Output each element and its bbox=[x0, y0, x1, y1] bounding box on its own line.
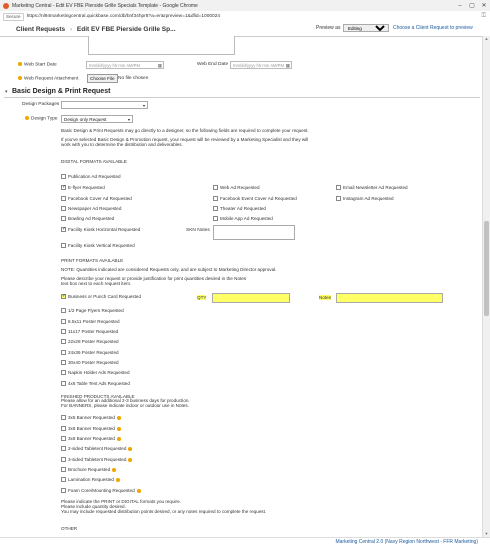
design-packages-select[interactable] bbox=[61, 101, 148, 109]
checkbox[interactable] bbox=[61, 329, 66, 334]
minimize-icon[interactable]: – bbox=[458, 2, 462, 9]
qty-input[interactable] bbox=[212, 293, 290, 303]
web-end-date-input[interactable]: mm/dd/yyyy hh:mm AM/PM ▦ bbox=[230, 61, 292, 69]
qty-label: QTY bbox=[197, 295, 207, 300]
collapse-chevron-icon[interactable]: ▾ bbox=[5, 89, 8, 95]
checkbox-label: E-flyer Requested bbox=[68, 185, 105, 190]
info-icon[interactable] bbox=[128, 447, 132, 451]
preview-as-select[interactable] bbox=[343, 24, 389, 32]
checkbox-label: 11x17 Poster Requested bbox=[68, 329, 119, 334]
checkbox[interactable] bbox=[61, 436, 66, 441]
checkbox[interactable] bbox=[213, 185, 218, 190]
checkbox[interactable] bbox=[61, 446, 66, 451]
checkbox[interactable] bbox=[61, 243, 66, 248]
checkbox[interactable] bbox=[61, 457, 66, 462]
print-note-2: Please describe your request or provide justification for print quantities desired in the Notes bbox=[61, 276, 247, 281]
checkbox-label: Theater Ad Requested bbox=[220, 206, 266, 211]
finished-footer-3: You may include requested distribution points desired, or any notes required to complete the request. bbox=[61, 509, 267, 514]
intro-line-2: If you've selected Basic Design & Promotion request, your request will be reviewed by a Marketing Specialist and they will bbox=[61, 137, 309, 142]
checkbox-label: 8.5x11 Poster Requested bbox=[68, 319, 120, 324]
checkbox-label: Facility Kiosk Vertical Requested bbox=[68, 243, 135, 248]
section-header[interactable] bbox=[4, 88, 480, 98]
checkbox[interactable] bbox=[61, 467, 66, 472]
breadcrumb-separator: › bbox=[69, 25, 73, 33]
finished-footer-1: Please indicate the PRINT or DIGITAL formats you require. bbox=[61, 499, 181, 504]
required-icon bbox=[18, 62, 22, 66]
checkbox[interactable] bbox=[336, 196, 341, 201]
checkbox-label: 1/2 Page Flyers Requested bbox=[68, 308, 124, 313]
status-link[interactable]: Marketing Central 2.0 (Navy Region Northwest - FFR Marketing) bbox=[335, 539, 478, 545]
info-icon[interactable] bbox=[116, 478, 120, 482]
checkbox[interactable] bbox=[61, 319, 66, 324]
form-content bbox=[0, 36, 482, 538]
checkbox-label: Lamination Requested bbox=[68, 477, 120, 482]
other-heading: OTHER bbox=[61, 526, 78, 531]
checkbox-label: 3x6 Banner Requested bbox=[68, 426, 121, 431]
notes-label: Notes bbox=[319, 295, 332, 300]
section-title: Basic Design & Print Request bbox=[12, 88, 111, 95]
close-icon[interactable]: ✕ bbox=[481, 3, 487, 9]
print-note-1: NOTE: Quantities indicated are considered Requests only, and are subject to Marketing Director approval. bbox=[61, 267, 277, 272]
business-card-label: Business or Punch Card Requested bbox=[68, 294, 142, 299]
info-icon[interactable] bbox=[112, 468, 116, 472]
checkbox-label: Facebook Cover Ad Requested bbox=[68, 196, 132, 201]
checkbox[interactable] bbox=[61, 350, 66, 355]
checkbox[interactable] bbox=[61, 488, 66, 493]
breadcrumb bbox=[16, 26, 176, 33]
window-title: Marketing Central - Edit EV FBE Pierside Grille Specials Template - Google Chrome bbox=[12, 2, 198, 9]
checkbox-label: Web Ad Requested bbox=[220, 185, 260, 190]
checkbox[interactable] bbox=[61, 196, 66, 201]
finished-heading: FINISHED PRODUCTS AVAILABLE bbox=[61, 394, 135, 399]
window-controls bbox=[454, 0, 490, 11]
print-heading: PRINT FORMATS AVAILABLE bbox=[61, 258, 124, 263]
calendar-icon[interactable]: ▦ bbox=[285, 63, 290, 68]
scroll-up-icon[interactable]: ▲ bbox=[484, 36, 489, 41]
checkbox-label: 4x6 Table Tent Ads Requested bbox=[68, 381, 130, 386]
skn-notes-textarea[interactable] bbox=[213, 225, 295, 240]
notes-input[interactable] bbox=[336, 293, 443, 303]
checkbox-label: Bowling Ad Requested bbox=[68, 216, 115, 221]
choose-file-button[interactable]: Choose File bbox=[87, 74, 118, 83]
checkbox[interactable] bbox=[336, 185, 341, 190]
checkbox-label: Newspaper Ad Requested bbox=[68, 206, 122, 211]
required-icon bbox=[18, 76, 22, 80]
info-icon[interactable] bbox=[128, 458, 132, 462]
checkbox-label: 3x5 Banner Requested bbox=[68, 415, 121, 420]
checkbox-label: Mobile App Ad Requested bbox=[220, 216, 273, 221]
checkbox[interactable] bbox=[61, 477, 66, 482]
checkbox-label: 3-sided Tabletent Requested bbox=[68, 457, 132, 462]
url-text[interactable]: https://nl94marketingcentral.quickbase.com/db/bnf34hpr8?a=er&rpreview=1&dfid=1000024 bbox=[26, 14, 221, 19]
business-card-checkbox[interactable] bbox=[61, 294, 66, 299]
notes-textarea-top[interactable] bbox=[88, 36, 235, 55]
finished-note-2: For BANNERS, please indicate indoor or outdoor use in Notes. bbox=[61, 403, 189, 408]
print-note-3: text box next to each request item. bbox=[61, 281, 132, 286]
key-icon[interactable]: ⚿ bbox=[481, 13, 486, 19]
choose-request-link[interactable]: Choose a Client Request to preview bbox=[393, 25, 473, 31]
design-type-select[interactable]: Design only Request ▾ bbox=[61, 115, 133, 123]
checkbox-label: Brochure Requested bbox=[68, 467, 116, 472]
page-title: Edit EV FBE Pierside Grille Sp... bbox=[76, 25, 176, 33]
checkbox-label: Foam Core/Mounting Requested bbox=[68, 488, 141, 493]
info-icon[interactable] bbox=[117, 427, 121, 431]
preview-as-label: Preview as bbox=[316, 25, 341, 31]
web-start-date-label: Web Start Date bbox=[18, 62, 57, 67]
info-icon[interactable] bbox=[117, 416, 121, 420]
checkbox[interactable] bbox=[61, 185, 66, 190]
checkbox[interactable] bbox=[61, 206, 66, 211]
info-icon[interactable] bbox=[137, 489, 141, 493]
scroll-down-icon[interactable]: ▼ bbox=[484, 531, 489, 536]
finished-footer-2: Please include quantity desired. bbox=[61, 504, 126, 509]
chevron-down-icon: ▾ bbox=[127, 117, 130, 122]
web-end-date-label: Web End Date bbox=[197, 62, 229, 67]
breadcrumb-root[interactable]: Client Requests bbox=[16, 25, 66, 33]
checkbox[interactable] bbox=[61, 426, 66, 431]
checkbox-label: 24x36 Poster Requested bbox=[68, 350, 119, 355]
checkbox[interactable] bbox=[213, 206, 218, 211]
checkbox-label: Publication Ad Requested bbox=[68, 174, 121, 179]
checkbox-label: 22x28 Poster Requested bbox=[68, 339, 119, 344]
checkbox[interactable] bbox=[61, 370, 66, 375]
attachment-label: Web Request Attachment bbox=[18, 76, 78, 81]
required-icon bbox=[25, 116, 29, 120]
page-header bbox=[0, 22, 490, 37]
design-type-label: Design Type bbox=[25, 116, 58, 121]
info-icon[interactable] bbox=[117, 437, 121, 441]
maximize-icon[interactable]: ▢ bbox=[469, 3, 475, 9]
checkbox-label: Facility Kiosk Horizontal Requested bbox=[68, 227, 141, 232]
checkbox-label: Email Newsletter Ad Requested bbox=[343, 185, 408, 190]
chevron-down-icon: ▾ bbox=[142, 103, 145, 108]
checkbox[interactable] bbox=[61, 381, 66, 386]
intro-line-1: Basic Design & Print Requests may go directly to a designer, so the following fields are required to complete your request. bbox=[61, 128, 309, 133]
checkbox[interactable] bbox=[61, 360, 66, 365]
checkbox-label: Instagram Ad Requested bbox=[343, 196, 394, 201]
checkbox[interactable] bbox=[61, 415, 66, 420]
intro-line-3: work with you to determine the distribution and deliverables. bbox=[61, 142, 183, 147]
checkbox[interactable] bbox=[213, 196, 218, 201]
checkbox[interactable] bbox=[61, 227, 66, 232]
file-status: No file chosen bbox=[118, 76, 149, 81]
checkbox[interactable] bbox=[213, 216, 218, 221]
page-scrollbar[interactable] bbox=[482, 36, 490, 538]
chrome-app-icon bbox=[3, 3, 9, 9]
web-start-date-input[interactable]: mm/dd/yyyy hh:mm AM/PM ▦ bbox=[86, 61, 164, 69]
checkbox-label: 3x8 Banner Requested bbox=[68, 436, 121, 441]
skn-notes-label: SKN Notes bbox=[186, 228, 210, 233]
checkbox[interactable] bbox=[61, 339, 66, 344]
digital-heading: DIGITAL FORMATS AVAILABLE bbox=[61, 159, 127, 164]
design-packages-label: Design Packages bbox=[22, 102, 60, 107]
checkbox-label: 30x40 Poster Requested bbox=[68, 360, 119, 365]
finished-note-1: Please allow for an additional 2-3 business days for production. bbox=[61, 398, 190, 403]
checkbox[interactable] bbox=[61, 308, 66, 313]
checkbox-label: 2-sided Tabletent Requested bbox=[68, 446, 132, 451]
status-bar bbox=[0, 537, 490, 546]
scrollbar-thumb[interactable] bbox=[484, 221, 489, 316]
checkbox[interactable] bbox=[61, 174, 66, 179]
secure-badge[interactable]: Secure bbox=[3, 13, 24, 21]
checkbox[interactable] bbox=[61, 216, 66, 221]
calendar-icon[interactable]: ▦ bbox=[157, 63, 162, 68]
checkbox-label: Napkin Holder Ads Requested bbox=[68, 370, 130, 375]
checkbox-label: Facebook Event Cover Ad Requested bbox=[220, 196, 297, 201]
